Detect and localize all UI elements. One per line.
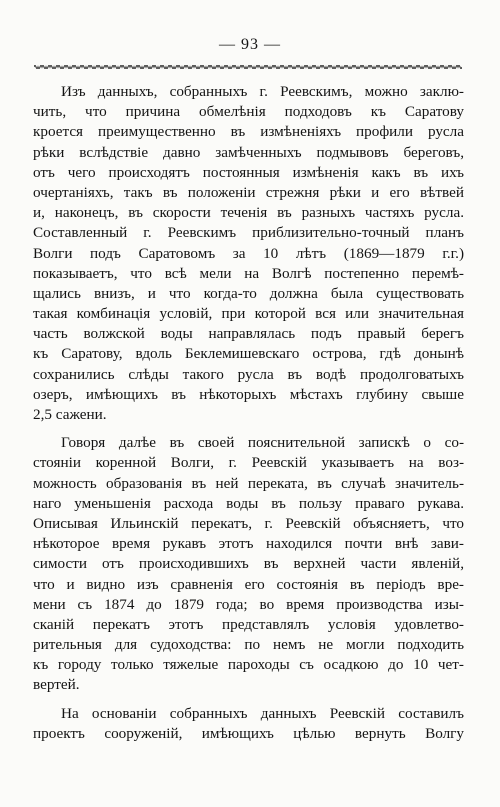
paragraph [33,704,464,744]
text-line: щались внизъ, и что когда-то должна была существовать [33,284,464,302]
text-line: можность образованія въ ней переката, въ случаѣ значитель- [33,474,464,492]
text-line: сканій перекатъ этотъ представлялъ условія удовлетво- [33,615,464,633]
text-line: къ Саратову, вдоль Беклемишевскаго острова, гдѣ донынѣ [33,345,464,363]
text-line: рѣки вслѣдствіе давно замѣченныхъ подмывовъ береговъ, [33,143,464,161]
text-line: На основаніи собранныхъ данныхъ Реевскій составилъ [61,704,464,722]
text-line: симости отъ происходившихъ въ верхней части явленій, [33,555,464,573]
text-line: часть волжской воды направлялась подъ правый берегъ [33,325,464,343]
text-line: стояніи коренной Волги, г. Реевскій указываетъ на воз- [33,454,464,472]
text-line: 2,5 сажени. [33,406,107,423]
text-line: Изъ данныхъ, собранныхъ г. Реевскимъ, можно заклю- [61,83,464,100]
text-line: наго уменьшенія расхода воды въ пользу праваго рукава. [33,494,464,512]
text-line: Волги подъ Саратовомъ за 10 лѣтъ (1869—1879 г.г.) [33,244,464,262]
text-line: что и видно изъ сравненія его состоянія въ періодъ вре- [33,575,464,593]
text-line: показываетъ, что всѣ мели на Волгѣ постепенно перемѣ- [33,264,464,282]
text-line: Описывая Ильинскій перекатъ, г. Реевскій объясняетъ, что [33,514,464,532]
text-line: рительныя для судоходства: по немъ не могли подходить [33,636,464,654]
text-line: кроется преимущественно въ измѣненіяхъ профили русла [33,123,464,141]
text-line: вертей. [33,676,80,694]
text-line: нѣкоторое время рукавъ этотъ находился почти внѣ зави- [33,535,464,553]
text-line: мени съ 1874 до 1879 года; во время производства изы- [33,595,464,613]
text-line: къ городу только тяжелые пароходы съ осадкою до 10 чет- [33,656,464,674]
wavy-rule [34,63,462,71]
text-line: и, наконецъ, въ скорости теченія въ разныхъ частяхъ русла. [33,204,464,222]
body-text [33,82,464,744]
text-line: сохранились слѣды такого русла въ водѣ продолговатыхъ [33,365,464,383]
paragraph [33,82,464,425]
text-line: отъ чего происходятъ постоянныя измѣненія какъ въ ихъ [33,163,464,181]
text-line: такая комбинація условій, при которой вся или значительная [33,305,464,323]
text-line: проектъ сооруженій, имѣющихъ цѣлью вернуть Волгу [33,724,464,742]
text-line: Говоря далѣе въ своей пояснительной запискѣ о со- [61,434,464,452]
text-line: Составленный г. Реевскимъ приблизительно-точный планъ [33,224,464,242]
text-line: очертаніяхъ, такъ въ положеніи стрежня рѣки и его вѣтвей [33,183,464,201]
text-line: чить, что причина обмелѣнія подходовъ къ Саратову [33,103,464,121]
page-number: — 93 — [219,36,281,53]
text-line: озеръ, имѣющихъ въ нѣкоторыхъ мѣстахъ глубину свыше [33,385,464,403]
paragraph [33,433,464,695]
